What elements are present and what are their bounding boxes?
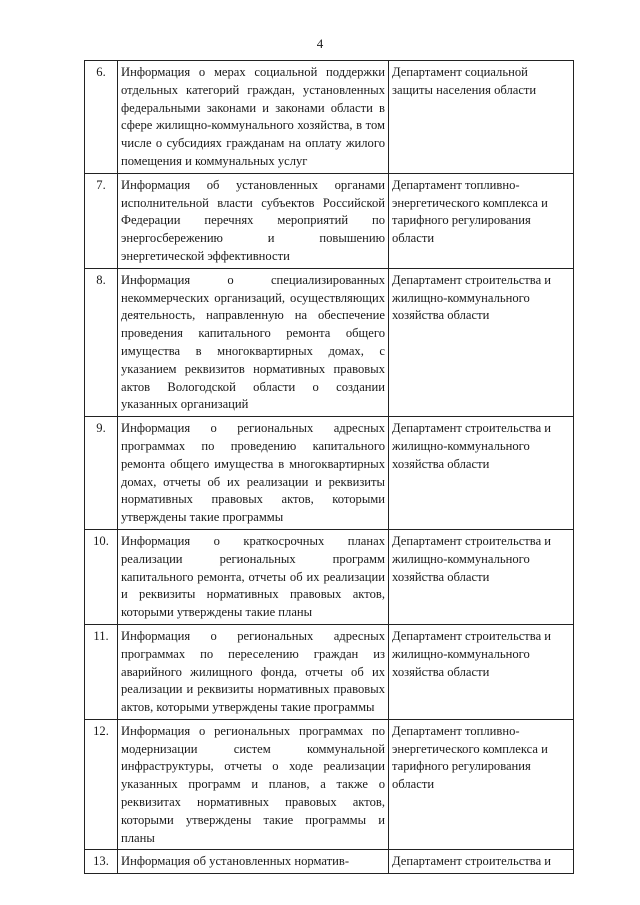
row-number: 8. xyxy=(85,268,118,416)
table-row xyxy=(85,173,574,268)
information-cell: Информация о мерах социальной поддержки отдельных категорий граждан, установленных федеральными законами и законами области в сфере жилищно-коммунального хозяйства, в том числе о субсидиях гражданам на оплату жилого помещения и коммунальных услуг xyxy=(118,61,389,174)
page-number: 4 xyxy=(316,36,324,51)
information-cell: Информация о региональных программах по модернизации систем коммунальной инфраструктуры, отчеты о ходе реализации указанных программ и планов, а также о реквизитах нормативных правовых актов, которыми утверждены такие программы и планы xyxy=(118,719,389,850)
table-row xyxy=(85,268,574,416)
info-table xyxy=(84,60,574,874)
department-cell: Департамент топливно-энергетического комплекса и тарифного регулирования области xyxy=(389,719,574,850)
table-row xyxy=(85,529,574,624)
department-cell: Департамент социальной защиты населения области xyxy=(389,61,574,174)
information-cell: Информация о региональных адресных программах по переселению граждан из аварийного жилищного фонда, отчеты об их реализации и реквизиты нормативных правовых актов, которыми утверждены такие программы xyxy=(118,624,389,719)
department-cell: Департамент строительства и жилищно-коммунального хозяйства области xyxy=(389,624,574,719)
row-number: 12. xyxy=(85,719,118,850)
department-cell: Департамент строительства и жилищно-коммунального хозяйства области xyxy=(389,268,574,416)
department-cell: Департамент топливно-энергетического комплекса и тарифного регулирования области xyxy=(389,173,574,268)
row-number: 11. xyxy=(85,624,118,719)
information-cell: Информация о региональных адресных программах по проведению капитального ремонта общего имущества в многоквартирных домах, отчеты об их реализации и реквизиты нормативных правовых актов, которыми утверждены такие программы xyxy=(118,417,389,530)
table-row xyxy=(85,417,574,530)
information-cell: Информация об установленных норматив- xyxy=(118,850,389,874)
table-row xyxy=(85,719,574,850)
row-number: 10. xyxy=(85,529,118,624)
table-row xyxy=(85,624,574,719)
department-cell: Департамент строительства и xyxy=(389,850,574,874)
information-cell: Информация об установленных органами исполнительной власти субъектов Российской Федерации перечнях мероприятий по энергосбережению и повышению энергетической эффективности xyxy=(118,173,389,268)
row-number: 7. xyxy=(85,173,118,268)
department-cell: Департамент строительства и жилищно-коммунального хозяйства области xyxy=(389,417,574,530)
row-number: 9. xyxy=(85,417,118,530)
table-row xyxy=(85,850,574,874)
department-cell: Департамент строительства и жилищно-коммунального хозяйства области xyxy=(389,529,574,624)
row-number: 6. xyxy=(85,61,118,174)
table-row xyxy=(85,61,574,174)
row-number: 13. xyxy=(85,850,118,874)
information-cell: Информация о краткосрочных планах реализации региональных программ капитального ремонта, отчеты об их реализации и реквизиты нормативных правовых актов, которыми утверждены такие планы xyxy=(118,529,389,624)
information-cell: Информация о специализированных некоммерческих организаций, осуществляющих деятельность, направленную на обеспечение проведения капитального ремонта общего имущества в многоквартирных домах, с указанием реквизитов нормативных правовых актов Вологодской области о создании указанных организаций xyxy=(118,268,389,416)
